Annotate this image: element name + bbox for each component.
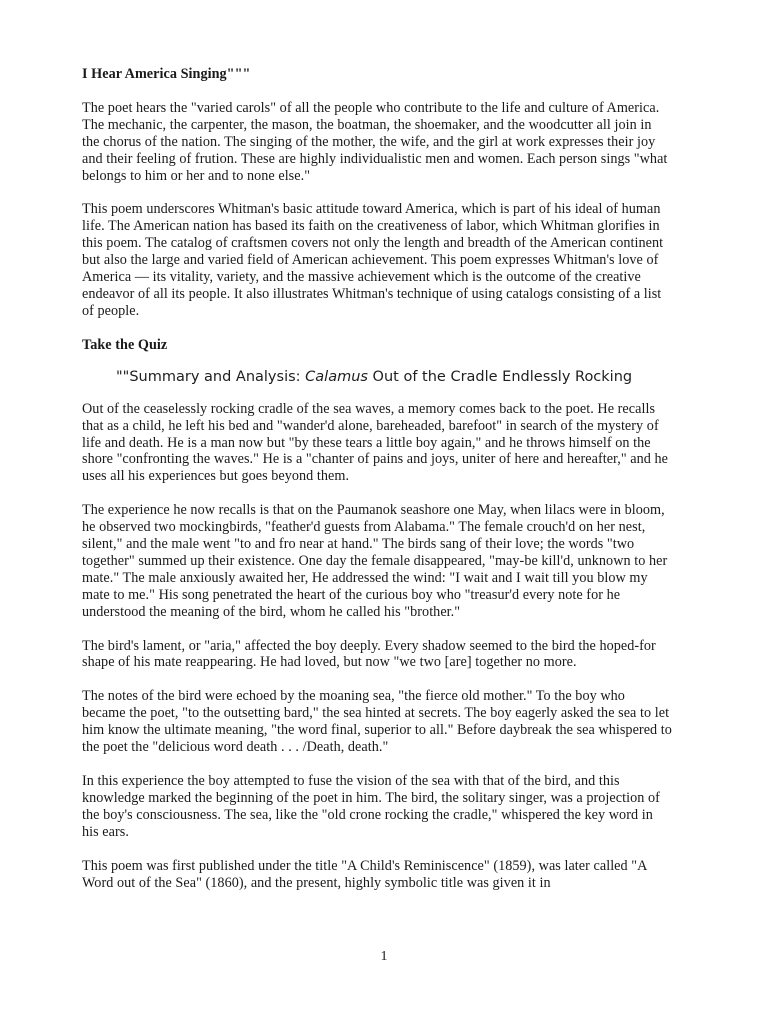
paragraph-6: The notes of the bird were echoed by the moaning sea, "the fierce old mother." To the boy who became the poet, "to the outsetting bard," the sea hinted at secrets. The boy eagerly asked the sea to let him know the ultimate meaning, "the word final, superior to all." Before daybreak the sea whispered to the poet the "delicious word death . . . /Death, death."	[82, 688, 672, 756]
paragraph-8: This poem was first published under the title "A Child's Reminiscence" (1859), was later called "A Word out of the Sea" (1860), and the present, highly symbolic title was given it in	[82, 857, 647, 891]
paragraph-7: In this experience the boy attempted to fuse the vision of the sea with that of the bird, and this knowledge marked the beginning of the poet in him. The bird, the solitary singer, was a projection of the boy's consciousness. The sea, like the "old crone rocking the cradle," whispered the key word in his ears.	[82, 773, 660, 840]
paragraph-2: This poem underscores Whitman's basic attitude toward America, which is part of his ideal of human life. The American nation has based its faith on the creativeness of labor, which Whitman glorifies in this poem. The catalog of craftsmen covers not only the length and breadth of the American continent but also the large and varied field of American achievement. This poem expresses Whitman's love of America — its vitality, variety, and the massive achievement which is the outcome of the creative endeavor of all its people. It also illustrates Whitman's technique of using catalogs consisting of a list of people.	[82, 201, 664, 319]
paragraph-5: The bird's lament, or "aria," affected the boy deeply. Every shadow seemed to the bird the hoped-for shape of his mate reappearing. He had loved, but now "we two [are] together no more.	[82, 637, 656, 671]
paragraph-4: The experience he now recalls is that on the Paumanok seashore one May, when lilacs were in bloom, he observed two mockingbirds, "feather'd guests from Alabama." The female crouch'd on her nest, silent," and the male went "to and fro near at hand." The birds sang of their love; the words "two together" summed up their existence. One day the female disappeared, "may-be kill'd, unknown to her mate." The male anxiously awaited her, He addressed the wind: "I wait and I wait till you blow my mate to me." His song penetrated the heart of the curious boy who "treasur'd every note for he understood the meaning of the bird, whom he called his "brother."	[82, 502, 668, 620]
subheading-prefix: ""Summary and Analysis:	[116, 368, 306, 385]
subheading-italic: Calamus	[305, 368, 368, 385]
document-page	[82, 66, 672, 891]
section-title: I Hear America Singing"""	[82, 66, 251, 82]
take-quiz-link[interactable]: Take the Quiz	[82, 336, 168, 353]
page-number: 1	[380, 949, 388, 964]
section-subheading	[116, 368, 672, 386]
paragraph-1: The poet hears the "varied carols" of all the people who contribute to the life and culture of America. The mechanic, the carpenter, the mason, the boatman, the shoemaker, and the woodcutter all join in the chorus of the nation. The singing of the mother, the wife, and the girl at work expresses their joy and their feeling of frution. These are highly individualistic men and women. Each person sings "what belongs to him or her and to none else."	[82, 99, 668, 184]
paragraph-3: Out of the ceaselessly rocking cradle of the sea waves, a memory comes back to the poet. He recalls that as a child, he left his bed and "wander'd alone, bareheaded, barefoot" in search of the mystery of life and death. He is a man now but "by these tears a little boy again," and he throws himself on the shore "confronting the waves." He is a "chanter of pains and joys, uniter of here and hereafter," and he uses all his experiences but goes beyond them.	[82, 400, 669, 485]
subheading-suffix: Out of the Cradle Endlessly Rocking	[367, 368, 633, 385]
